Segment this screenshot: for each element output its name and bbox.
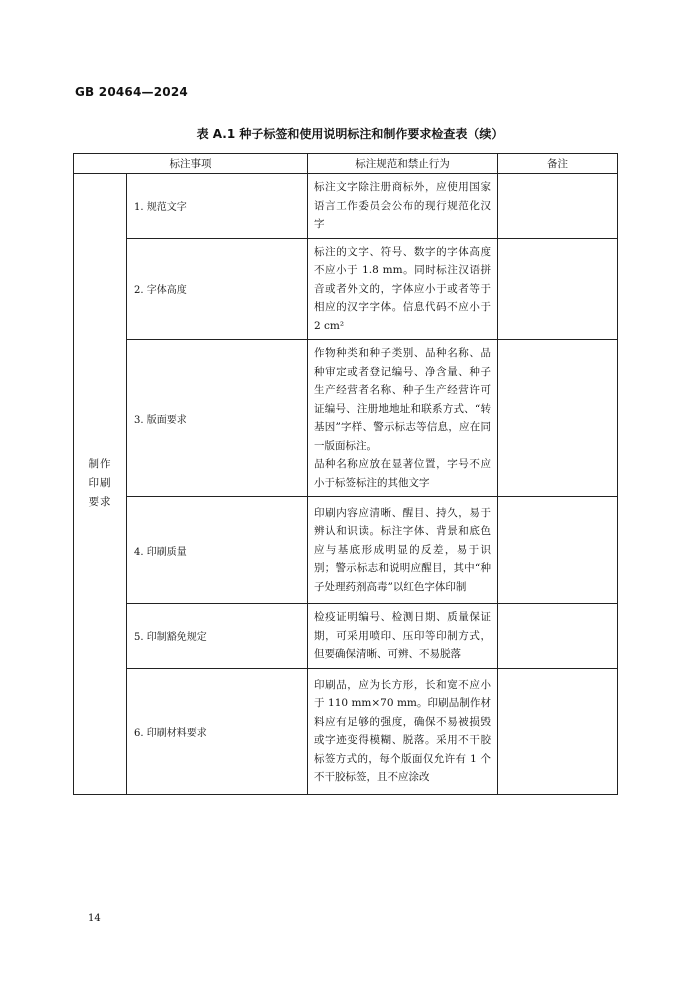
note-cell [498, 668, 618, 794]
table-title: 表 A.1 种子标签和使用说明标注和制作要求检查表（续） [196, 127, 504, 141]
table-row [74, 604, 618, 669]
rule-text: 标注的文字、符号、数字的字体高度不应小于 1.8 mm。同时标注汉语拼音或者外文的，字体应小于或者等于相应的汉字字体。信息代码不应小于 2 cm² [314, 245, 491, 332]
rule-text: 检疫证明编号、检测日期、质量保证期，可采用喷印、压印等印制方式，但要确保清晰、可辨、不易脱落 [314, 611, 491, 660]
rule-cell [308, 174, 498, 239]
rule-text: 标注文字除注册商标外，应使用国家语言工作委员会公布的现行规范化汉字 [314, 181, 491, 230]
group-label-cell [74, 174, 127, 795]
rule-text: 印刷内容应清晰、醒目、持久，易于辨认和识读。标注字体、背景和底色应与基底形成明显的反差，易于识别；警示标志和说明应醒目，其中“种子处理药剂高毒”以红色字体印制 [314, 506, 491, 593]
item-cell: 4. 印刷质量 [127, 497, 308, 604]
column-header-note: 备注 [498, 154, 618, 174]
column-header-rule: 标注规范和禁止行为 [308, 154, 498, 174]
rule-cell [308, 340, 498, 497]
rule-cell [308, 238, 498, 340]
table-row [74, 174, 618, 239]
item-cell: 5. 印制豁免规定 [127, 604, 308, 669]
item-cell: 2. 字体高度 [127, 238, 308, 340]
item-cell: 6. 印刷材料要求 [127, 668, 308, 794]
column-header-item: 标注事项 [74, 154, 308, 174]
rule-cell [308, 497, 498, 604]
note-cell [498, 174, 618, 239]
item-cell: 3. 版面要求 [127, 340, 308, 497]
inspection-table [73, 153, 618, 795]
rule-text: 品种名称应放在显著位置，字号不应小于标签标注的其他文字 [314, 458, 491, 489]
rule-cell [308, 604, 498, 669]
table-row [74, 340, 618, 497]
note-cell [498, 340, 618, 497]
rule-text: 印刷品，应为长方形，长和宽不应小于 110 mm×70 mm。印刷品制作材料应有足够的强度，确保不易被损毁或字迹变得模糊、脱落。采用不干胶标签方式的，每个版面仅允许有 1 个不干胶标签，且不应涂改 [314, 678, 491, 783]
table-header-row [74, 154, 618, 174]
page-number: 14 [88, 913, 101, 924]
group-label: 制作 印刷 要求 [88, 458, 112, 509]
table-row [74, 668, 618, 794]
rule-cell [308, 668, 498, 794]
item-cell: 1. 规范文字 [127, 174, 308, 239]
note-cell [498, 238, 618, 340]
table-row [74, 238, 618, 340]
note-cell [498, 604, 618, 669]
note-cell [498, 497, 618, 604]
table-row [74, 497, 618, 604]
document-code: GB 20464—2024 [75, 85, 188, 99]
rule-text: 作物种类和种子类别、品种名称、品种审定或者登记编号、净含量、种子生产经营者名称、种子生产经营许可证编号、注册地地址和联系方式、“转基因”字样、警示标志等信息，应在同一版面标注。 [314, 347, 491, 452]
